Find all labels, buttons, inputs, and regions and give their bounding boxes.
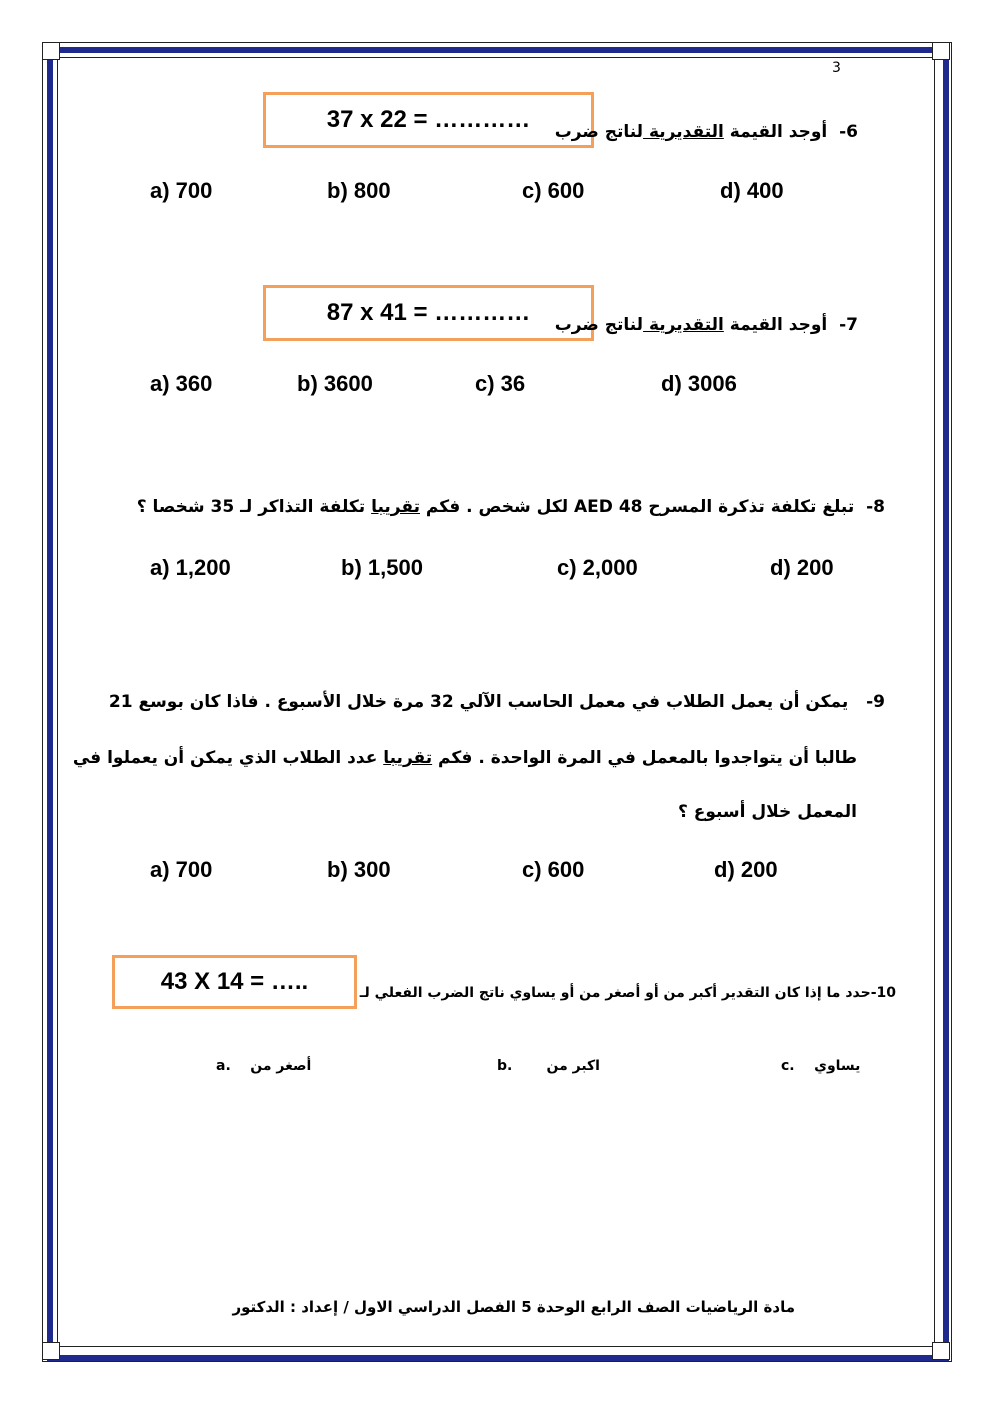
q9-underlined: تقريبا (383, 748, 433, 768)
q6-option-c[interactable]: c) 600 (522, 178, 585, 203)
q8-option-a[interactable]: a) 1,200 (150, 555, 231, 580)
q6-option-b[interactable]: b) 800 (327, 178, 391, 203)
q10-text: حدد ما إذا كان التقدير أكبر من أو أصغر من أو يساوي ناتج الضرب الفعلي لـ (359, 985, 871, 1001)
page-footer: مادة الرياضيات الصف الرابع الوحدة 5 الفصل الدراسي الاول / إعداد : الدكتور (232, 1298, 795, 1316)
q7-number: 7- (839, 315, 858, 335)
q10-question (360, 985, 896, 1001)
q10-option-b-letter: b. (497, 1058, 513, 1074)
q9-question-line3: المعمل خلال أسبوع ؟ (677, 802, 857, 822)
q10-option-c-label: يساوي (814, 1058, 861, 1074)
q8-option-b[interactable]: b) 1,500 (341, 555, 423, 580)
q10-expression: 43 X 14 = ….. (160, 968, 309, 995)
q9-text-line2: طالبا أن يتواجدوا بالمعمل في المرة الواحدة . فكم (432, 748, 857, 768)
q6-question (555, 122, 858, 142)
q7-option-d[interactable]: d) 3006 (661, 371, 737, 396)
q9-number: 9- (866, 692, 885, 712)
q8-text: تبلغ تكلفة تذكرة المسرح 48 AED لكل شخص . فكم (420, 497, 855, 517)
q6-option-d[interactable]: d) 400 (720, 178, 784, 203)
q6-option-a[interactable]: a) 700 (150, 178, 213, 203)
q7-underlined: التقديرية (643, 315, 724, 335)
q7-text: أوجد القيمة (723, 315, 828, 335)
q10-option-a-letter: a. (216, 1058, 231, 1074)
corner-ornament (932, 42, 950, 60)
q7-question (555, 315, 858, 335)
q9-option-c[interactable]: c) 600 (522, 857, 585, 882)
q10-option-c-letter: c. (781, 1058, 795, 1074)
q10-option-c[interactable] (781, 1058, 860, 1074)
q6-expression-box (263, 92, 594, 148)
q8-option-d[interactable]: d) 200 (770, 555, 834, 580)
q7-text-end: لناتج ضرب (554, 315, 644, 335)
q9-text-line1: يمكن أن يعمل الطلاب في معمل الحاسب الآلي 32 مرة خلال الأسبوع . فاذا كان بوسع 21 (108, 692, 849, 712)
q8-option-c[interactable]: c) 2,000 (557, 555, 638, 580)
corner-ornament (42, 1342, 60, 1360)
q7-expression: 87 x 41 = ………… (326, 299, 531, 326)
q10-number: 10- (870, 985, 896, 1001)
q6-underlined: التقديرية (643, 122, 724, 142)
q10-option-b-label: اكبر من (546, 1058, 600, 1074)
q7-expression-box (263, 285, 594, 341)
q7-option-b[interactable]: b) 3600 (297, 371, 373, 396)
q7-option-c[interactable]: c) 36 (475, 371, 526, 396)
q9-option-b[interactable]: b) 300 (327, 857, 391, 882)
q6-text-end: لناتج ضرب (554, 122, 644, 142)
q6-expression: 37 x 22 = ………… (326, 106, 531, 133)
q9-question-line2 (73, 748, 857, 768)
q8-number: 8- (866, 497, 885, 517)
corner-ornament (932, 1342, 950, 1360)
q9-text-line2-end: عدد الطلاب الذي يمكن أن يعملوا في (72, 748, 384, 768)
q10-option-b[interactable] (497, 1058, 600, 1074)
q8-underlined: تقريبا (371, 497, 420, 517)
q10-option-a[interactable] (216, 1058, 311, 1074)
q10-option-a-label: أصغر من (250, 1058, 312, 1074)
q8-text-end: تكلفة التذاكر لـ 35 شخصا ؟ (136, 497, 372, 517)
corner-ornament (42, 42, 60, 60)
q6-number: 6- (839, 122, 858, 142)
q8-question (137, 497, 885, 517)
q10-expression-box (112, 955, 357, 1009)
q9-option-a[interactable]: a) 700 (150, 857, 213, 882)
q6-text: أوجد القيمة (723, 122, 828, 142)
q7-option-a[interactable]: a) 360 (150, 371, 213, 396)
q9-option-d[interactable]: d) 200 (714, 857, 778, 882)
page-number: 3 (832, 60, 841, 76)
q9-question-line1 (109, 692, 885, 712)
